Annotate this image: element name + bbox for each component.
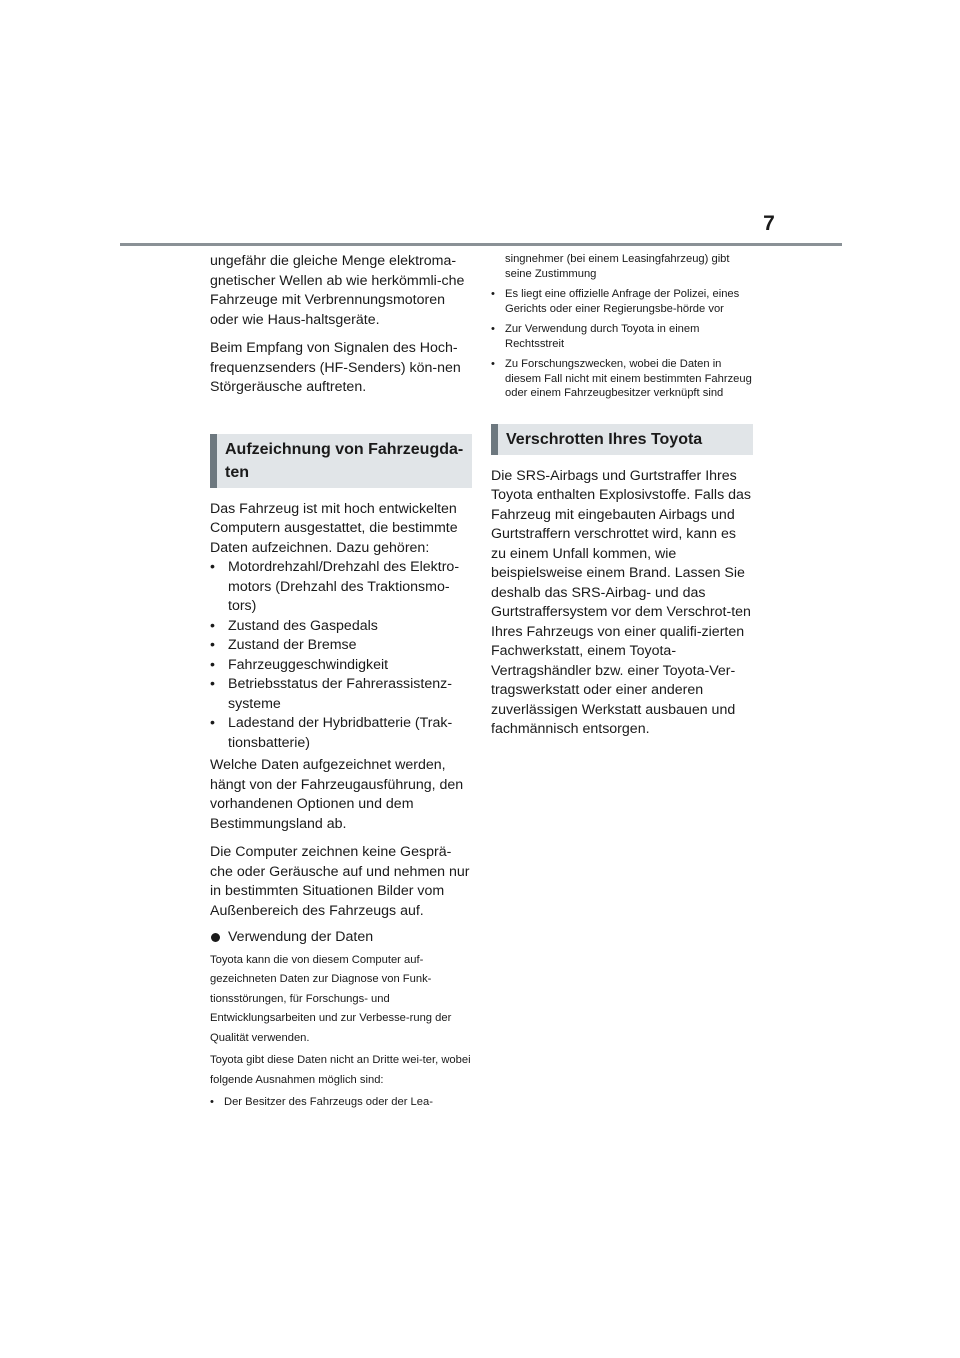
list-item: • Zustand des Gaspedals [210,617,472,637]
section-heading-vehicle-data: Aufzeichnung von Fahrzeugda-ten [210,434,472,488]
list-item: • Betriebsstatus der Fahrerassistenz-systeme [210,676,452,712]
paragraph-data-dependency: Welche Daten aufgezeichnet werden, hängt von der Fahrzeugausführung, den vorhandenen Optionen und dem Bestimmungsland ab. [210,757,464,832]
section-heading-scrapping: Verschrotten Ihres Toyota [491,424,753,455]
exception-item: • Zu Forschungszwecken, wobei die Daten in diesem Fall nicht mit einem bestimmten Fahrzeug oder einem Fahrzeugbesitzer verknüpft sind [491,358,752,399]
list-item: • Ladestand der Hybridbatterie (Trak-tionsbatterie) [210,715,453,751]
exception-item: • Der Besitzer des Fahrzeugs oder der Lea- [210,1093,472,1113]
exception-item: • Es liegt eine offizielle Anfrage der Polizei, eines Gerichts oder einer Regierungsbe-hörde vor [491,288,740,315]
list-item: • Motordrehzahl/Drehzahl des Elektro-motors (Drehzahl des Traktionsmo-tors) [210,559,460,614]
bullet-icon: • [210,617,215,634]
intro-paragraph-1: ungefähr die gleiche Menge elektroma-gnetischer Wellen ab wie herkömmli-che Fahrzeuge mit Verbrennungsmotoren oder wie Haus-haltsgeräte. [210,253,465,328]
left-column [210,252,472,1113]
bullet-icon: • [210,715,215,731]
bullet-icon: • [491,288,495,300]
paragraph-no-audio: Die Computer zeichnen keine Gesprä-che oder Geräusche auf und nehmen nur in bestimmten Situationen Bilder vom Außenbereich des Fahrzeugs auf. [210,844,470,919]
exception-item: • Zur Verwendung durch Toyota in einem Rechtsstreit [491,323,700,350]
usage-text-1: Toyota kann die von diesem Computer auf-gezeichneten Daten zur Diagnose von Funk-tionsstörungen, für Forschungs- und Entwicklungsarbeiten und zur Verbesse-rung der Qualität verwenden. [210,953,452,1044]
bullet-icon: • [210,656,215,673]
header-rule [120,243,842,246]
bullet-icon: • [210,637,215,653]
page-number: 7 [763,212,775,235]
scrapping-text: Die SRS-Airbags und Gurtstraffer Ihres Toyota enthalten Explosivstoffe. Falls das Fahrzeug mit eingebauten Airbags und Gurtstraffern verschrottet wird, kann es zu einem Unfall kommen, wie beispielsweise einem Brand. Lassen Sie deshalb das SRS-Airbag- und das Gurtstraffersystem vor dem Verschrot-ten Ihres Fahrzeugs von einer qualifi-zierten Fachwerkstatt, einem Toyota-Vertragshändler bzw. einer Toyota-Ver-tragswerkstatt oder einer anderen zuverlässigen Werkstatt ausbauen und fachmännisch entsorgen. [491,467,751,737]
bullet-icon: • [210,676,215,692]
bullet-icon: • [491,358,495,370]
list-item: • Zustand der Bremse [210,636,472,656]
usage-text-2: Toyota gibt diese Daten nicht an Dritte wei-ter, wobei folgende Ausnahmen möglich sind: [210,1054,471,1086]
intro-paragraph-2: Beim Empfang von Signalen des Hoch-frequenzsenders (HF-Senders) kön-nen Störgeräusche auftreten. [210,340,461,395]
bullet-icon: • [210,559,215,575]
filled-circle-icon [211,933,220,942]
recorded-data-list [210,558,472,753]
right-column [491,252,753,740]
bullet-icon: • [491,323,495,335]
bullet-icon: • [210,1096,214,1108]
subheading-data-usage: Verwendung der Daten [210,928,472,948]
exception-continuation: singnehmer (bei einem Leasingfahrzeug) gibt seine Zustimmung [505,253,730,280]
list-item: • Fahrzeuggeschwindigkeit [210,656,472,676]
section-intro: Das Fahrzeug ist mit hoch entwickelten Computern ausgestattet, die bestimmte Daten aufzeichnen. Dazu gehören: [210,500,458,556]
